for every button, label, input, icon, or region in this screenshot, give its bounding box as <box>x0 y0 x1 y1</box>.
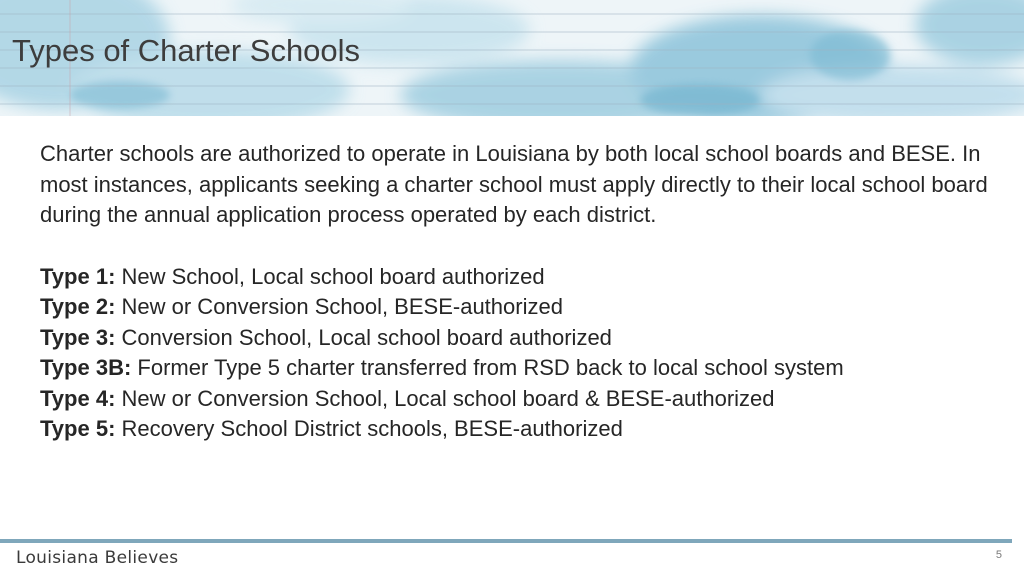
type-4-description: New or Conversion School, Local school board & BESE-authorized <box>115 385 775 411</box>
type-5-label: Type 5: <box>40 416 116 441</box>
header-banner <box>0 0 1024 116</box>
type-3-item <box>40 323 1010 354</box>
page-number: 5 <box>995 549 1002 561</box>
charter-type-list <box>40 262 1010 445</box>
type-3b-description: Former Type 5 charter transferred from RSD back to local school system <box>131 355 844 380</box>
type-1-label: Type 1: <box>40 263 116 289</box>
type-3-label: Type 3: <box>40 324 116 350</box>
type-2-description: New or Conversion School, BESE-authorized <box>115 294 563 319</box>
type-3b-item <box>40 353 1010 384</box>
louisiana-believes-logo: Louisiana Believes <box>16 548 179 568</box>
type-3-description: Conversion School, Local school board authorized <box>115 324 612 350</box>
type-5-description: Recovery School District schools, BESE-authorized <box>115 416 623 441</box>
intro-paragraph: Charter schools are authorized to operate in Louisiana by both local school boards and BESE. In most instances, applicants seeking a charter school must apply directly to their local school board during the annual application process operated by each district. <box>40 141 988 227</box>
footer-divider <box>0 539 1012 543</box>
type-3b-label: Type 3B: <box>40 355 132 380</box>
type-2-item <box>40 292 1010 323</box>
type-4-item <box>40 384 1010 415</box>
slide-body <box>40 139 1010 445</box>
slide-title: Types of Charter Schools <box>12 33 361 68</box>
type-2-label: Type 2: <box>40 294 116 319</box>
type-4-label: Type 4: <box>40 385 116 411</box>
type-1-description: New School, Local school board authorized <box>115 263 545 289</box>
type-1-item <box>40 262 1010 293</box>
type-5-item <box>40 414 1010 445</box>
